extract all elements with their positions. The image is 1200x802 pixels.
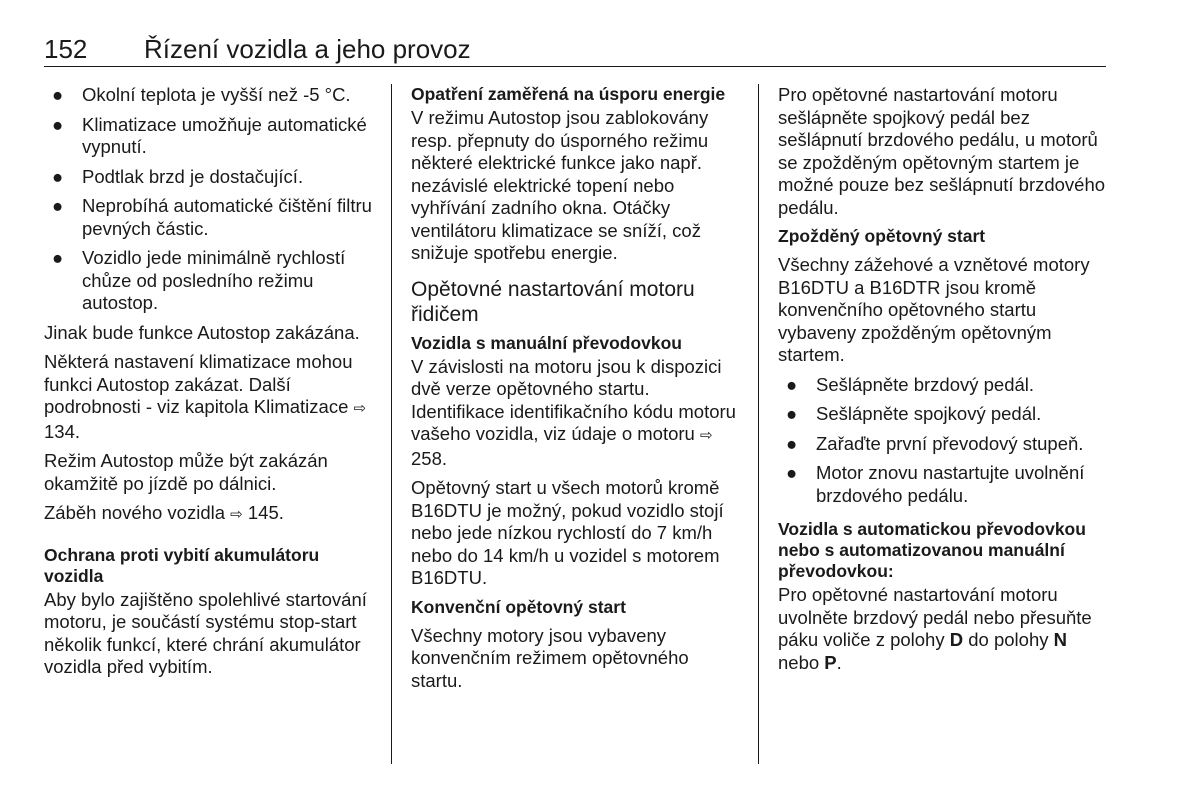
list-item: ● Motor znovu nastartujte uvolnění brzdového pedálu.: [786, 462, 1085, 506]
bullet-icon: ●: [52, 165, 64, 187]
column-3: [778, 84, 1108, 681]
cross-reference-icon: ⇨: [699, 427, 713, 444]
bullet-icon: ●: [52, 113, 64, 135]
bullet-icon: ●: [786, 373, 798, 395]
page-reference[interactable]: 145.: [247, 502, 284, 523]
list-item: ● Sešlápněte spojkový pedál.: [786, 403, 1042, 424]
list-item: ● Klimatizace umožňuje automatické vypnutí.: [52, 113, 367, 157]
page-reference[interactable]: 134.: [44, 420, 81, 442]
chapter-title: Řízení vozidla a jeho provoz: [144, 34, 471, 64]
condition-list: [44, 84, 376, 315]
bullet-icon: ●: [52, 195, 64, 216]
paragraph: Aby bylo zajištěno spolehlivé startování motoru, je součástí systému stop-start několik funkcí, které chrání akumulátor vozidla před vybitím.: [44, 588, 367, 677]
list-item: ● Zařaďte první převodový stupeň.: [786, 432, 1084, 454]
paragraph: V režimu Autostop jsou zablokovány resp. přepnuty do úsporného režimu některé elektrické funkce jako např. nezávislé elektrické topení nebo vyhřívání zadního okna. Otáčky ventilátoru klimatizace se sníží, což snižuje spotřebu energie.: [411, 107, 709, 263]
subsection-heading: Vozidla s manuální převodovkou: [411, 332, 682, 353]
section-heading: Ochrana proti vybití akumulátoru vozidla: [44, 544, 320, 586]
section-title: Opětovné nastartování motoru řidičem: [411, 277, 695, 326]
bullet-icon: ●: [786, 462, 798, 483]
paragraph: Záběh nového vozidla ⇨ 145.: [44, 502, 284, 523]
bullet-icon: ●: [786, 403, 798, 424]
paragraph: Pro opětovné nastartování motoru uvolněte brzdový pedál nebo přesuňte páku voliče z polohy D do polohy N nebo P.: [778, 584, 1092, 673]
list-item: ● Sešlápněte brzdový pedál.: [786, 373, 1035, 395]
bullet-icon: ●: [786, 432, 798, 454]
paragraph: Některá nastavení klimatizace mohou funkci Autostop zakázat. Další podrobnosti - viz kapitola Klimatizace ⇨ 134.: [44, 351, 367, 442]
column-2: [411, 84, 743, 699]
paragraph: Všechny motory jsou vybaveny konvenčním režimem opětovného startu.: [411, 624, 689, 691]
column-divider: [391, 84, 392, 764]
subsection-heading: Konvenční opětovný start: [411, 596, 626, 617]
column-1: [44, 84, 376, 686]
list-item: ● Okolní teplota je vyšší než -5 °C.: [52, 84, 351, 105]
paragraph: Opětovný start u všech motorů kromě B16DTU je možný, pokud vozidlo stojí nebo jede nízkou rychlostí do 7 km/h nebo do 14 km/h u vozidel s motorem B16DTU.: [411, 477, 724, 588]
list-item: ● Podtlak brzd je dostačující.: [52, 165, 304, 187]
list-item: ● Neprobíhá automatické čištění filtru pevných částic.: [52, 195, 372, 239]
page-reference[interactable]: 258.: [411, 447, 448, 469]
paragraph: V závislosti na motoru jsou k dispozici dvě verze opětovného startu. Identifikace identifikačního kódu motoru vašeho vozidla, viz údaje o motoru ⇨ 258.: [411, 355, 736, 469]
list-item: ● Vozidlo jede minimálně rychlostí chůze od posledního režimu autostop.: [52, 247, 346, 313]
cross-reference-icon: ⇨: [230, 506, 243, 523]
page-number: 152: [44, 34, 88, 64]
subsection-heading: Vozidla s automatickou převodovkou nebo s automatizovanou manuální převodovkou:: [778, 519, 1086, 581]
section-heading: Opatření zaměřená na úsporu energie: [411, 84, 726, 104]
subsection-heading: Zpožděný opětovný start: [778, 226, 986, 246]
page-header: [44, 26, 1106, 67]
paragraph: Režim Autostop může být zakázán okamžitě po jízdě po dálnici.: [44, 450, 328, 494]
cross-reference-icon: ⇨: [353, 400, 367, 417]
paragraph: Pro opětovné nastartování motoru sešlápněte spojkový pedál bez sešlápnutí brzdového pedálu, u motorů se zpožděným opětovným startem je možné pouze bez sešlápnutí brzdového pedálu.: [778, 84, 1106, 218]
column-divider: [758, 84, 759, 764]
bullet-icon: ●: [52, 84, 64, 105]
step-list: [778, 374, 1108, 508]
paragraph: Všechny zážehové a vznětové motory B16DTU a B16DTR jsou kromě konvenčního opětovného startu vybaveny zpožděným opětovným startem.: [778, 254, 1090, 365]
paragraph: Jinak bude funkce Autostop zakázána.: [44, 321, 360, 343]
bullet-icon: ●: [52, 247, 64, 268]
